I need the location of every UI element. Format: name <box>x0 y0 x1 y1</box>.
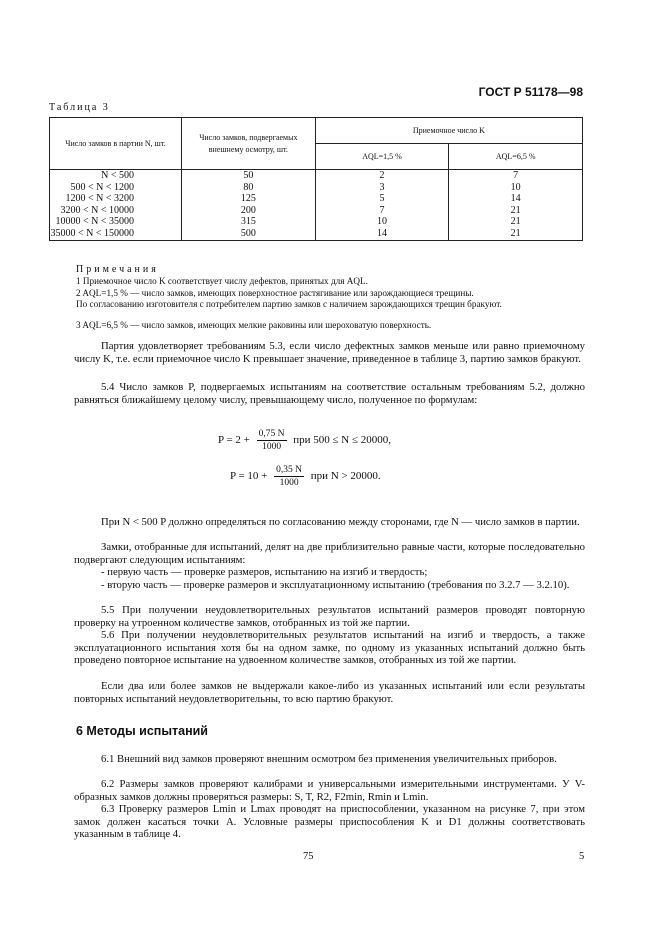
paragraph-n-500: При N < 500 P должно определяться по согласованию между сторонами, где N — число замков в партии. <box>101 516 580 528</box>
note-2-continued: По согласованию изготовителя с потребителем партию замков с наличием зарождающихся трещин бракуют. <box>76 299 502 309</box>
note-2: 2 AQL=1,5 % — число замков, имеющих поверхностное растягивание или зарождающиеся трещины. <box>76 288 474 298</box>
formula-1-denominator: 1000 <box>262 442 282 452</box>
paragraph-second-part: - вторую часть — проверке размеров и эксплуатационному испытанию (требования по 3.2.7 — 3.2.10). <box>101 579 570 591</box>
formula-1-numerator: 0,75 N <box>258 429 285 439</box>
table-cell: 5 <box>379 193 385 205</box>
paragraph-5-4: 5.4 Число замков P, подвергаемых испытаниям на соответствие остальным требованиям 5.2, должно равняться ближайшему целому числу, превышающему число, полученное по формулам: <box>74 381 585 406</box>
paragraph-split: Замки, отобранные для испытаний, делят на две приблизительно равные части, которые последовательно подвергают следующим испытаниям: <box>74 541 585 566</box>
table-cell: 10 <box>377 216 388 228</box>
formula-2-fraction <box>274 464 304 489</box>
table-body <box>50 170 583 241</box>
col-header-aql65: AQL=6,5 % <box>449 144 583 170</box>
formula-1 <box>218 428 391 453</box>
paragraph-5-5: 5.5 При получении неудовлетворительных результатов испытаний размеров проводят повторную проверку на утроенном количестве замков, отобранных из той же партии. <box>74 604 585 629</box>
table-cell: N < 500 <box>101 170 134 181</box>
table-3 <box>49 117 583 241</box>
paragraph-6-2: 6.2 Размеры замков проверяют калибрами и универсальными измерительными инструментами. У V-образных замков должны проверяться размеры: S, T, R2, F2min, Rmin и Lmin. <box>74 778 585 803</box>
paragraph-batch: Партия удовлетворяет требованиям 5.3, если число дефектных замков меньше или равно приемочному числу K, т.е. если приемочное число K превышает значение, приведенное в таблице 3, партию замков бракуют. <box>74 340 585 365</box>
paragraph-5-6: 5.6 При получении неудовлетворительных результатов испытаний на изгиб и твердость, а также эксплуатационного испытания хотя бы на одном замке, по одному из указанных испытаний должно быть проведено повторное испытание на удвоенном количестве замков, отобранных из той же партии. <box>74 629 585 667</box>
formula-1-right: при 500 ≤ N ≤ 20000, <box>293 434 392 447</box>
cell-aql65 <box>449 170 583 241</box>
table-cell: 21 <box>510 204 521 216</box>
table-cell: 2 <box>379 170 385 181</box>
col-header-aql15: AQL=1,5 % <box>315 144 449 170</box>
formula-2-numerator: 0,35 N <box>276 465 302 475</box>
table-cell: 3 <box>379 181 385 193</box>
table-cell: 315 <box>240 216 256 228</box>
formula-1-fraction <box>257 428 287 453</box>
table-cell: 125 <box>240 193 256 205</box>
page-number: 75 <box>303 851 314 862</box>
table-cell: 21 <box>510 227 521 239</box>
formula-2-left: P = 10 + <box>230 470 268 483</box>
table-cell: 200 <box>240 204 256 216</box>
sheet-number: 5 <box>579 851 585 862</box>
note-1: 1 Приемочное число K соответствует числу дефектов, принятых для AQL. <box>76 276 368 286</box>
table-cell: 21 <box>510 216 521 228</box>
table-cell: 7 <box>379 204 385 216</box>
cell-inspect <box>181 170 315 241</box>
standard-header: ГОСТ Р 51178—98 <box>478 85 583 99</box>
cell-ranges <box>50 170 182 241</box>
table-cell: 1200 < N < 3200 <box>65 193 134 205</box>
paragraph-6-3: 6.3 Проверку размеров Lmin и Lmax проводят на приспособлении, указанном на рисунке 7, при этом замок должен касаться точки A. Условные размеры приспособления K и D1 должны соответствовать указанным в таблице 4. <box>74 803 585 841</box>
note-3: 3 AQL=6,5 % — число замков, имеющих мелкие раковины или шероховатую поверхность. <box>76 320 432 330</box>
table-cell: 500 <box>240 227 256 239</box>
cell-aql15 <box>315 170 449 241</box>
table-cell: 35000 < N < 150000 <box>50 227 134 239</box>
table-cell: 7 <box>513 170 519 181</box>
table-caption: Таблица 3 <box>49 102 110 113</box>
formula-1-left: P = 2 + <box>218 434 250 447</box>
notes-heading: Примечания <box>76 264 159 275</box>
table-cell: 10000 < N < 35000 <box>55 216 134 228</box>
paragraph-first-part: - первую часть — проверке размеров, испытанию на изгиб и твердость; <box>101 566 428 578</box>
col-header-batch-size: Число замков в партии N, шт. <box>50 118 182 170</box>
paragraph-6-1: 6.1 Внешний вид замков проверяют внешним осмотром без применения увеличительных приборов. <box>101 753 557 765</box>
table-cell: 3200 < N < 10000 <box>60 204 134 216</box>
col-header-acceptance: Приемочное число K <box>315 118 582 144</box>
table-cell: 50 <box>243 170 254 181</box>
table-cell: 80 <box>243 181 254 193</box>
formula-2-denominator: 1000 <box>279 478 299 488</box>
col-header-inspected: Число замков, подвергаемых внешнему осмотру, шт. <box>181 118 315 170</box>
formula-2-right: при N > 20000. <box>310 470 381 483</box>
paragraph-two-or-more: Если два или более замков не выдержали какое-либо из указанных испытаний или если результаты повторных испытаний неудовлетворительны, то всю партию бракуют. <box>74 680 585 705</box>
table-cell: 500 < N < 1200 <box>70 181 134 193</box>
formula-2 <box>230 464 381 489</box>
table-cell: 14 <box>510 193 521 205</box>
section-heading: 6 Методы испытаний <box>76 724 208 738</box>
table-cell: 10 <box>510 181 521 193</box>
table-cell: 14 <box>377 227 388 239</box>
